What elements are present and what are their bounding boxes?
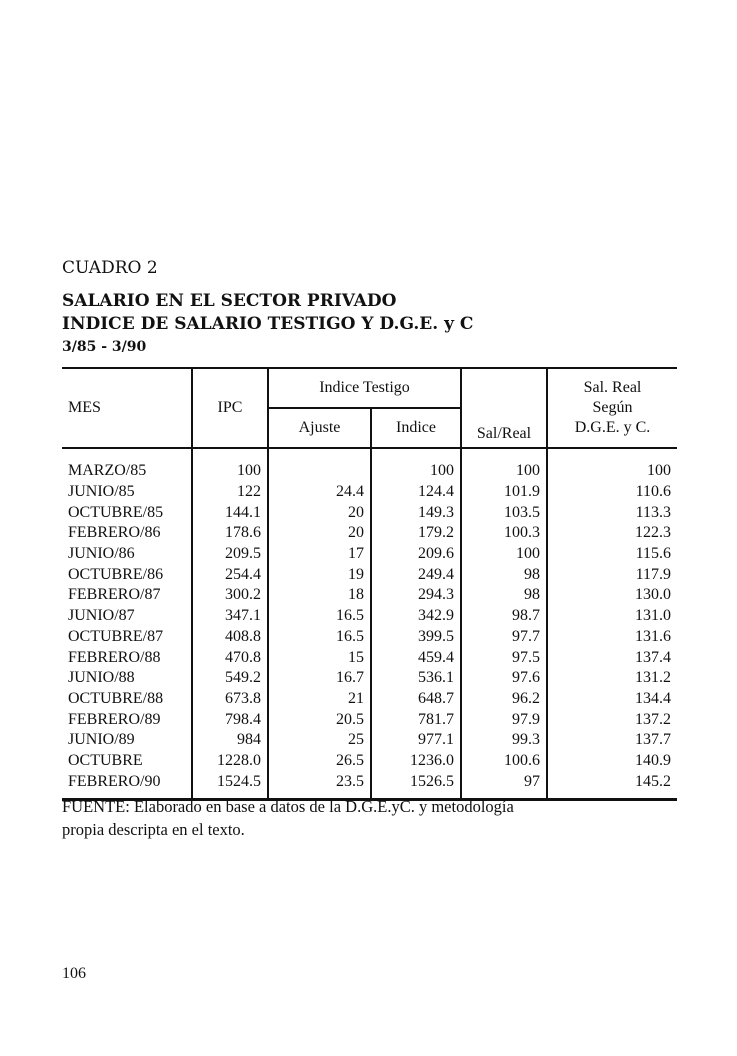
cell-ajuste	[268, 448, 371, 482]
cell-mes: OCTUBRE/87	[68, 627, 164, 645]
table-label: CUADRO 2	[62, 258, 158, 278]
cell-ipc: 144.1	[192, 502, 268, 523]
cell-mes: JUNIO/85	[68, 483, 135, 501]
cell-indice: 781.7	[371, 709, 461, 730]
cell-mes: MARZO/85	[68, 462, 147, 480]
header-indice-testigo: Indice Testigo	[268, 368, 461, 408]
cell-mes: OCTUBRE/88	[68, 689, 164, 707]
cell-sal-real-dge: 137.7	[547, 730, 677, 751]
cell-indice: 1526.5	[371, 771, 461, 799]
cell-sal-real: 97.6	[461, 668, 547, 689]
cell-indice: 648.7	[371, 689, 461, 710]
cell-mes: FEBRERO/87	[68, 586, 161, 604]
table-row	[62, 647, 677, 668]
table-row	[62, 668, 677, 689]
cell-indice: 977.1	[371, 730, 461, 751]
cell-ipc: 984	[192, 730, 268, 751]
cell-sal-real-dge: 137.2	[547, 709, 677, 730]
table-row	[62, 730, 677, 751]
cell-indice: 399.5	[371, 627, 461, 648]
cell-sal-real: 99.3	[461, 730, 547, 751]
header-dge-line3: D.G.E. y C.	[574, 419, 651, 436]
cell-ajuste: 17	[268, 544, 371, 565]
table-row	[62, 709, 677, 730]
salary-table	[62, 367, 677, 801]
cell-ajuste: 18	[268, 585, 371, 606]
cell-mes: JUNIO/89	[68, 731, 135, 749]
cell-ipc: 178.6	[192, 523, 268, 544]
table-title: SALARIO EN EL SECTOR PRIVADO	[62, 291, 397, 311]
table-row	[62, 564, 677, 585]
table-row	[62, 751, 677, 772]
table-row	[62, 448, 677, 482]
cell-sal-real: 97	[461, 771, 547, 799]
cell-indice: 149.3	[371, 502, 461, 523]
cell-ipc: 549.2	[192, 668, 268, 689]
cell-sal-real: 97.7	[461, 627, 547, 648]
cell-indice: 459.4	[371, 647, 461, 668]
cell-mes: OCTUBRE/86	[68, 565, 164, 583]
cell-indice: 1236.0	[371, 751, 461, 772]
cell-sal-real-dge: 131.2	[547, 668, 677, 689]
cell-sal-real: 98.7	[461, 606, 547, 627]
cell-sal-real-dge: 131.0	[547, 606, 677, 627]
footnote-line1: FUENTE: Elaborado en base a datos de la D.G.E.yC. y metodología	[62, 797, 514, 816]
header-mes: MES	[68, 399, 101, 416]
cell-ipc: 470.8	[192, 647, 268, 668]
header-dge	[547, 368, 677, 448]
cell-ipc: 408.8	[192, 627, 268, 648]
cell-indice: 294.3	[371, 585, 461, 606]
page-number: 106	[62, 965, 86, 982]
cell-mes: OCTUBRE/85	[68, 503, 164, 521]
cell-sal-real: 103.5	[461, 502, 547, 523]
cell-ipc: 209.5	[192, 544, 268, 565]
footnote-line2: propia descripta en el texto.	[62, 820, 245, 839]
footnote	[62, 795, 514, 841]
cell-mes: FEBRERO/89	[68, 710, 161, 728]
table-row	[62, 523, 677, 544]
cell-sal-real: 98	[461, 564, 547, 585]
header-ipc: IPC	[192, 368, 268, 448]
cell-ipc: 798.4	[192, 709, 268, 730]
cell-mes: JUNIO/87	[68, 607, 135, 625]
cell-sal-real-dge: 137.4	[547, 647, 677, 668]
cell-sal-real-dge: 115.6	[547, 544, 677, 565]
cell-sal-real: 100.6	[461, 751, 547, 772]
cell-ipc: 673.8	[192, 689, 268, 710]
cell-ajuste: 16.7	[268, 668, 371, 689]
cell-indice: 124.4	[371, 482, 461, 503]
table-row	[62, 544, 677, 565]
cell-indice: 536.1	[371, 668, 461, 689]
header-indice: Indice	[371, 408, 461, 448]
cell-ajuste: 19	[268, 564, 371, 585]
cell-sal-real: 97.5	[461, 647, 547, 668]
cell-mes: FEBRERO/90	[68, 772, 161, 790]
cell-ajuste: 15	[268, 647, 371, 668]
cell-ipc: 347.1	[192, 606, 268, 627]
cell-mes: OCTUBRE	[68, 751, 143, 769]
cell-sal-real-dge: 100	[547, 448, 677, 482]
cell-sal-real: 100	[461, 544, 547, 565]
cell-indice: 100	[371, 448, 461, 482]
cell-indice: 209.6	[371, 544, 461, 565]
cell-sal-real: 100.3	[461, 523, 547, 544]
cell-sal-real: 101.9	[461, 482, 547, 503]
header-ajuste: Ajuste	[268, 408, 371, 448]
header-dge-line2: Según	[592, 399, 633, 416]
header-dge-line1: Sal. Real	[583, 379, 642, 396]
cell-mes: JUNIO/86	[68, 545, 135, 563]
cell-ajuste: 26.5	[268, 751, 371, 772]
table-row	[62, 585, 677, 606]
table-row	[62, 606, 677, 627]
cell-ajuste: 24.4	[268, 482, 371, 503]
table-row	[62, 482, 677, 503]
cell-ajuste: 20.5	[268, 709, 371, 730]
cell-sal-real-dge: 131.6	[547, 627, 677, 648]
cell-sal-real-dge: 140.9	[547, 751, 677, 772]
cell-ipc: 100	[192, 448, 268, 482]
cell-ajuste: 21	[268, 689, 371, 710]
table-row	[62, 689, 677, 710]
cell-indice: 179.2	[371, 523, 461, 544]
cell-indice: 249.4	[371, 564, 461, 585]
cell-mes: FEBRERO/88	[68, 648, 161, 666]
table-row	[62, 627, 677, 648]
cell-sal-real-dge: 145.2	[547, 771, 677, 799]
cell-sal-real: 98	[461, 585, 547, 606]
cell-mes: FEBRERO/86	[68, 524, 161, 542]
cell-sal-real: 100	[461, 448, 547, 482]
cell-sal-real-dge: 117.9	[547, 564, 677, 585]
cell-ajuste: 25	[268, 730, 371, 751]
cell-mes: JUNIO/88	[68, 669, 135, 687]
cell-sal-real-dge: 122.3	[547, 523, 677, 544]
cell-ipc: 1228.0	[192, 751, 268, 772]
cell-sal-real-dge: 134.4	[547, 689, 677, 710]
table-row	[62, 502, 677, 523]
cell-ajuste: 20	[268, 502, 371, 523]
cell-sal-real-dge: 130.0	[547, 585, 677, 606]
header-sal-real: Sal/Real	[476, 425, 532, 442]
cell-ajuste: 20	[268, 523, 371, 544]
cell-sal-real: 97.9	[461, 709, 547, 730]
table-period: 3/85 - 3/90	[62, 339, 147, 355]
cell-sal-real: 96.2	[461, 689, 547, 710]
cell-sal-real-dge: 113.3	[547, 502, 677, 523]
cell-ipc: 1524.5	[192, 771, 268, 799]
cell-indice: 342.9	[371, 606, 461, 627]
cell-ipc: 122	[192, 482, 268, 503]
cell-ipc: 300.2	[192, 585, 268, 606]
cell-ipc: 254.4	[192, 564, 268, 585]
cell-sal-real-dge: 110.6	[547, 482, 677, 503]
table-subtitle: INDICE DE SALARIO TESTIGO Y D.G.E. y C	[62, 314, 474, 334]
cell-ajuste: 16.5	[268, 606, 371, 627]
cell-ajuste: 23.5	[268, 771, 371, 799]
cell-ajuste: 16.5	[268, 627, 371, 648]
